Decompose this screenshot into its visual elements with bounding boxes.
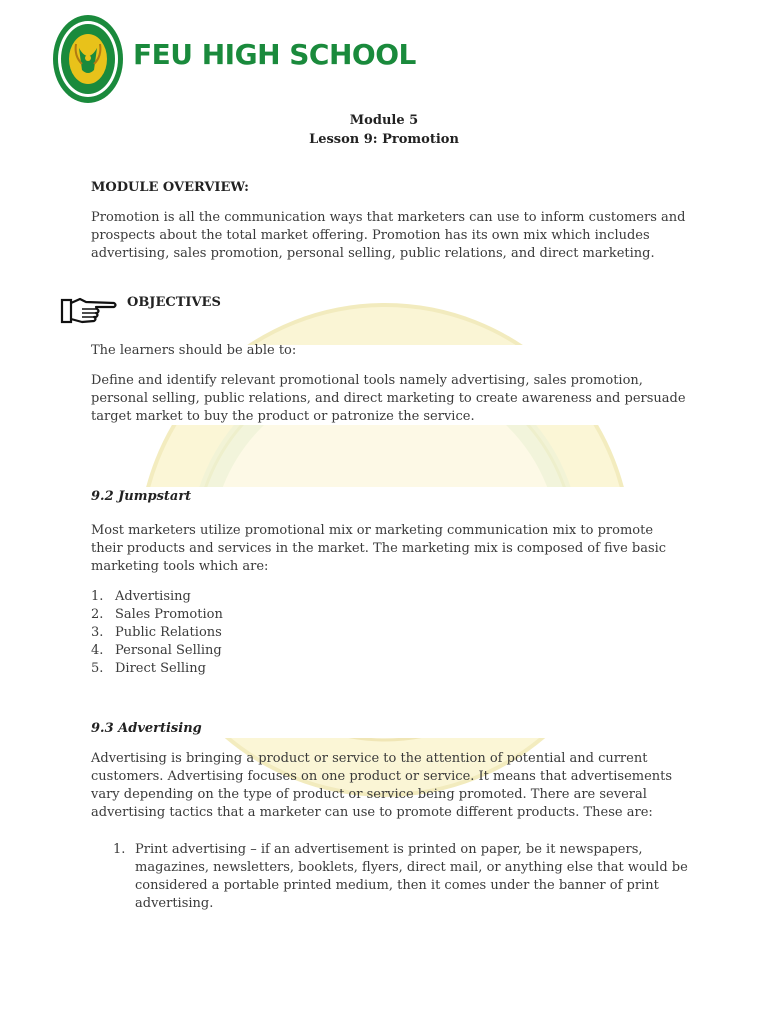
objectives-line: Define and identify relevant promotional tools namely advertising, sales promotion, (91, 373, 643, 388)
list-text: Advertising (115, 589, 191, 604)
list-item (91, 624, 223, 642)
advertising-item-line: magazines, newsletters, booklets, flyers, direct mail, or anything else that would be (135, 860, 688, 875)
objectives-paragraph (91, 372, 686, 426)
advertising-paragraph (91, 750, 672, 822)
advertising-line: customers. Advertising focuses on one product or service. It means that advertisements (91, 769, 673, 784)
advertising-item-line: Print advertising – if an advertisement is printed on paper, be it newspapers, (135, 842, 643, 857)
list-text: Direct Selling (115, 661, 206, 676)
list-number: 5. (91, 661, 104, 676)
overview-heading: MODULE OVERVIEW: (91, 180, 249, 195)
lesson-title: Lesson 9: Promotion (309, 132, 459, 147)
print-advertising-item (135, 841, 688, 913)
advertising-heading: 9.3 Advertising (91, 721, 202, 736)
advertising-item-line: advertising. (135, 896, 214, 911)
list-number: 1. (91, 589, 104, 604)
jumpstart-line: marketing tools which are: (91, 559, 269, 574)
advertising-item-line: considered a portable printed medium, then it comes under the banner of print (135, 878, 659, 893)
list-text: Public Relations (115, 625, 222, 640)
list-item (91, 588, 223, 606)
list-item (91, 606, 223, 624)
overview-paragraph (91, 209, 685, 263)
jumpstart-heading: 9.2 Jumpstart (91, 489, 192, 504)
jumpstart-line: their products and services in the market. The marketing mix is composed of five basic (91, 541, 667, 556)
school-name: FEU HIGH SCHOOL (133, 38, 416, 71)
overview-line: advertising, sales promotion, personal selling, public relations, and direct marketing. (91, 246, 655, 261)
overview-line: Promotion is all the communication ways that marketers can use to inform customers and (91, 210, 686, 225)
list-number: 3. (91, 625, 104, 640)
pointing-hand-icon (60, 292, 118, 328)
objectives-intro: The learners should be able to: (91, 343, 297, 358)
overview-line: prospects about the total market offering. Promotion has its own mix which includes (91, 228, 650, 243)
list-number: 4. (91, 643, 104, 658)
marketing-tools-list (91, 588, 223, 678)
advertising-line: vary depending on the type of product or service being promoted. There are several (91, 787, 647, 802)
jumpstart-paragraph (91, 522, 666, 576)
advertising-line: Advertising is bringing a product or service to the attention of potential and current (91, 751, 648, 766)
list-number: 2. (91, 607, 104, 622)
school-seal-logo (52, 14, 124, 104)
advertising-item-number: 1. (113, 842, 126, 857)
objectives-heading: OBJECTIVES (127, 295, 221, 310)
advertising-line: advertising tactics that a marketer can use to promote different products. These are: (91, 805, 653, 820)
list-item (91, 642, 223, 660)
jumpstart-line: Most marketers utilize promotional mix or marketing communication mix to promote (91, 523, 654, 538)
list-text: Sales Promotion (115, 607, 223, 622)
objectives-line: target market to buy the product or patronize the service. (91, 409, 475, 424)
list-text: Personal Selling (115, 643, 222, 658)
module-title: Module 5 (349, 113, 419, 128)
list-item (91, 660, 223, 678)
objectives-line: personal selling, public relations, and direct marketing to create awareness and persuade (91, 391, 686, 406)
